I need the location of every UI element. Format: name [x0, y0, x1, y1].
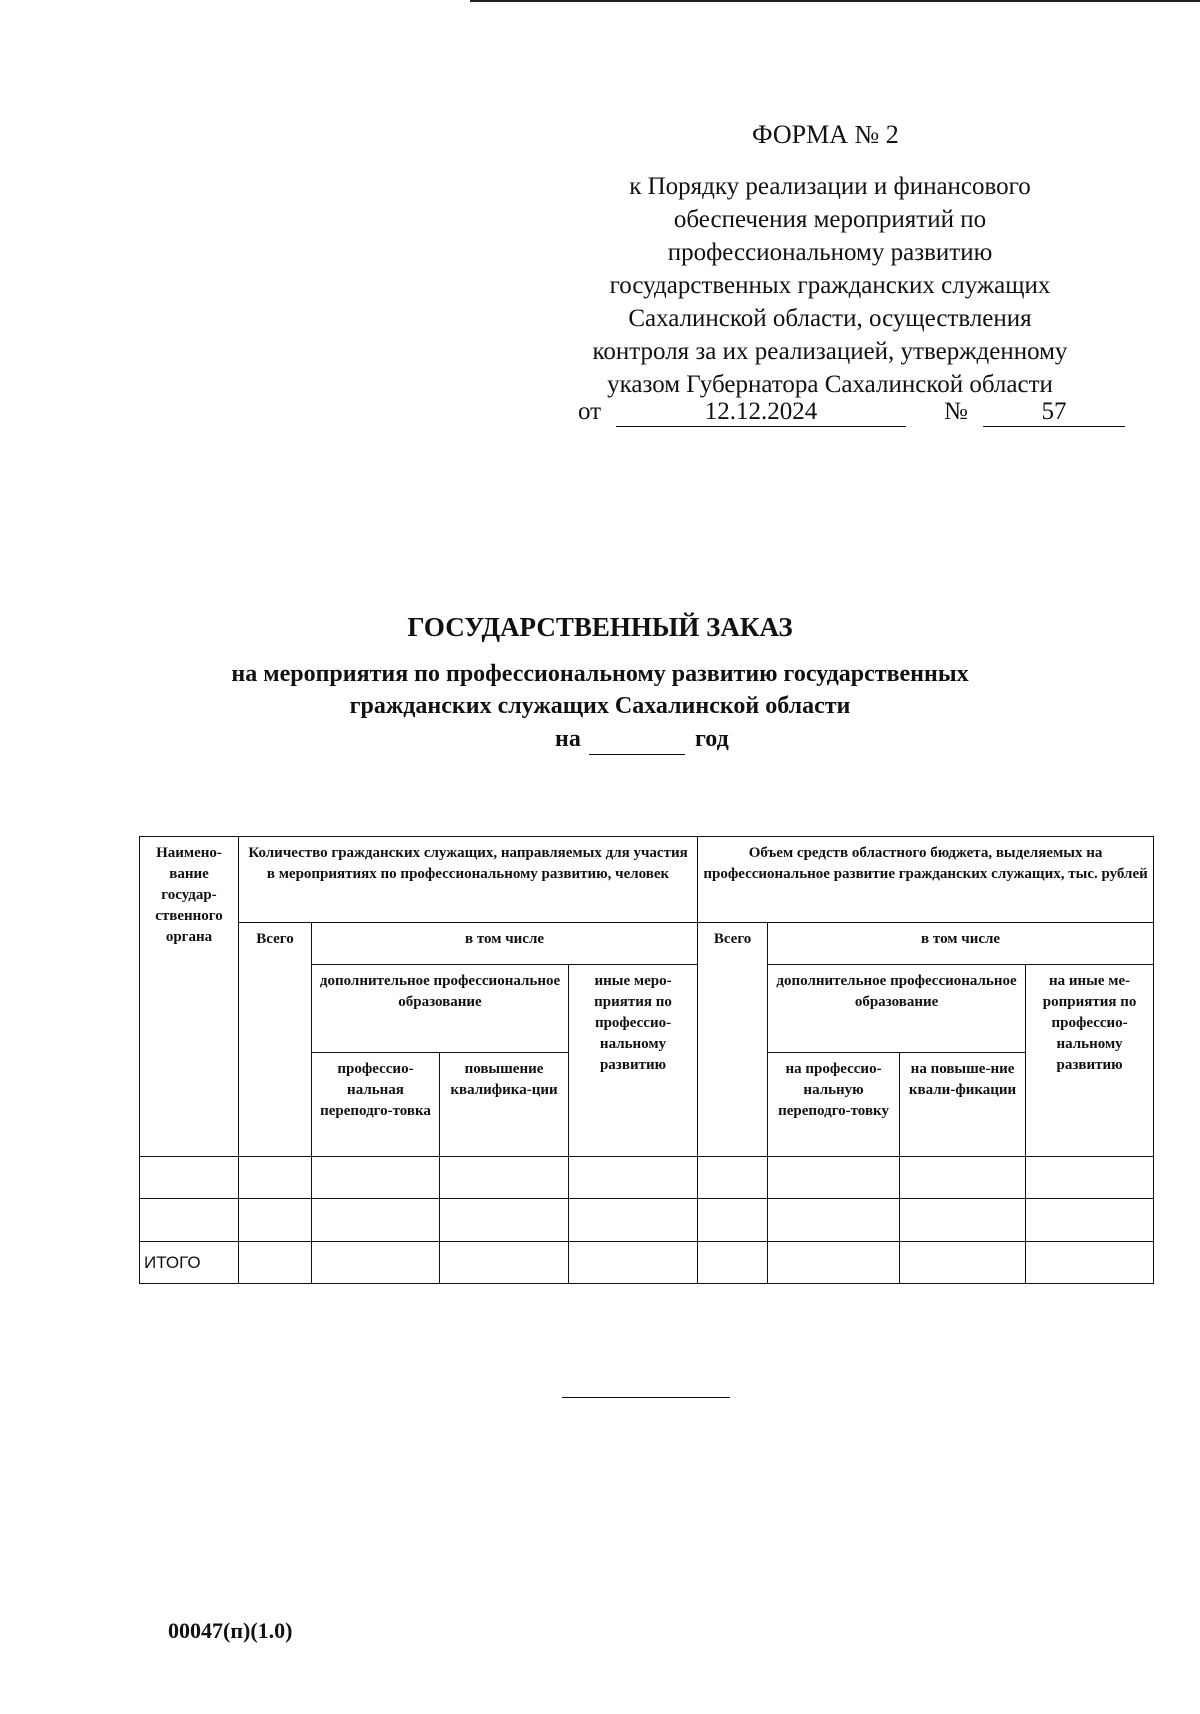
header-budget-total: Всего: [698, 923, 768, 1157]
header-budget-other: на иные ме-роприятия по профессио-нальному развитию: [1026, 965, 1154, 1157]
table-cell[interactable]: [768, 1242, 900, 1284]
table-cell[interactable]: [440, 1199, 569, 1242]
table-cell[interactable]: [569, 1157, 698, 1199]
subtitle-line: на мероприятия по профессиональному развитию государственных: [231, 661, 969, 687]
total-label: ИТОГО: [140, 1242, 239, 1284]
table-cell[interactable]: [569, 1242, 698, 1284]
header-budget-including: в том числе: [768, 923, 1154, 965]
table-row: [140, 1199, 1154, 1242]
table-cell[interactable]: [312, 1157, 440, 1199]
date-prefix: от: [578, 398, 602, 425]
table-cell[interactable]: [698, 1157, 768, 1199]
table-cell[interactable]: [569, 1199, 698, 1242]
order-line: к Порядку реализации и финансового: [629, 173, 1031, 200]
order-line: обеспечения мероприятий по: [673, 206, 987, 233]
header-count-retraining: профессио-нальная переподго-товка: [312, 1053, 440, 1157]
order-line: контроля за их реализацией, утвержденному: [592, 338, 1068, 365]
table-cell[interactable]: [900, 1199, 1026, 1242]
total-row: [140, 1242, 1154, 1284]
document-subtitle: [120, 658, 1080, 722]
order-line: Сахалинской области, осуществления: [628, 305, 1032, 332]
top-scan-rule: [470, 0, 1200, 2]
document-title: ГОСУДАРСТВЕННЫЙ ЗАКАЗ: [407, 612, 793, 642]
table-cell[interactable]: [768, 1199, 900, 1242]
form-number: ФОРМА № 2: [752, 120, 899, 149]
table-cell[interactable]: [1026, 1242, 1154, 1284]
header-count-total: Всего: [239, 923, 312, 1157]
table-cell[interactable]: [900, 1242, 1026, 1284]
header-count-including: в том числе: [312, 923, 698, 965]
table-row: [140, 1157, 1154, 1199]
table-cell[interactable]: [312, 1199, 440, 1242]
table-cell[interactable]: [239, 1199, 312, 1242]
table-cell[interactable]: [698, 1242, 768, 1284]
header-count-group: Количество гражданских служащих, направляемых для участия в мероприятиях по профессиональному развитию, человек: [239, 837, 698, 923]
end-rule: [562, 1397, 730, 1398]
decree-number: 57: [983, 398, 1125, 427]
decree-date: 12.12.2024: [616, 398, 906, 427]
header-org-name: Наимено-вание государ-ственного органа: [140, 837, 239, 1157]
table-cell[interactable]: [1026, 1199, 1154, 1242]
header-count-other: иные меро-приятия по профессио-нальному развитию: [569, 965, 698, 1157]
decree-date-row: [578, 398, 1138, 436]
header-budget-group: Объем средств областного бюджета, выделяемых на профессиональное развитие гражданских служащих, тыс. рублей: [698, 837, 1154, 923]
table-cell[interactable]: [768, 1157, 900, 1199]
table-cell[interactable]: [239, 1242, 312, 1284]
order-line: указом Губернатора Сахалинской области: [607, 371, 1053, 398]
table-cell[interactable]: [1026, 1157, 1154, 1199]
subtitle-line: гражданских служащих Сахалинской области: [349, 693, 851, 719]
table-cell[interactable]: [140, 1199, 239, 1242]
table-cell[interactable]: [900, 1157, 1026, 1199]
year-blank[interactable]: [589, 726, 685, 755]
header-budget-retraining: на профессио-нальную переподго-товку: [768, 1053, 900, 1157]
table-cell[interactable]: [312, 1242, 440, 1284]
number-label: №: [944, 398, 968, 425]
table-cell[interactable]: [239, 1157, 312, 1199]
order-reference: [540, 170, 1120, 401]
table-cell[interactable]: [698, 1199, 768, 1242]
order-line: государственных гражданских служащих: [609, 272, 1051, 299]
year-suffix: год: [695, 726, 729, 752]
table-cell[interactable]: [440, 1242, 569, 1284]
year-prefix: на: [555, 726, 581, 752]
year-row: [555, 726, 755, 760]
header-count-dpo: дополнительное профессиональное образование: [312, 965, 569, 1053]
header-budget-dpo: дополнительное профессиональное образование: [768, 965, 1026, 1053]
order-line: профессиональному развитию: [667, 239, 993, 266]
state-order-table: [139, 836, 1154, 1284]
header-budget-qualification: на повыше-ние квали-фикации: [900, 1053, 1026, 1157]
table-cell[interactable]: [440, 1157, 569, 1199]
header-count-qualification: повышение квалифика-ции: [440, 1053, 569, 1157]
document-code: 00047(п)(1.0): [168, 1618, 293, 1643]
table-cell[interactable]: [140, 1157, 239, 1199]
